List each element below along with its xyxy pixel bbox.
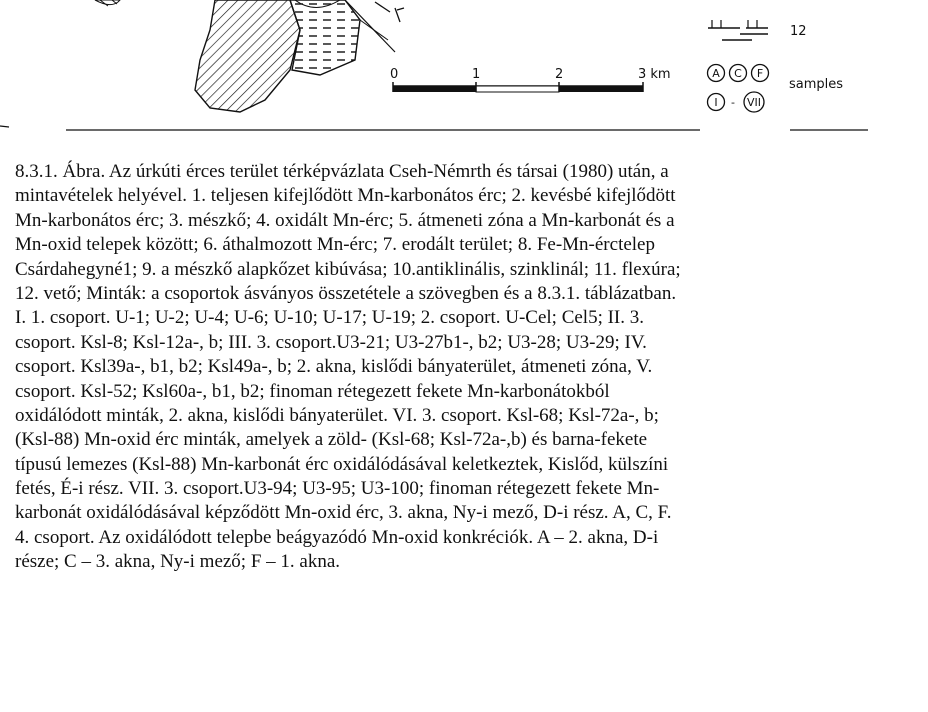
caption-line: csoport. Ksl-52; Ksl60a-, b1, b2; finoman rétegezett fekete Mn-karbonátokból	[15, 380, 610, 402]
caption-line: oxidálódott minták, 2. akna, kislődi bányaterület. VI. 3. csoport. Ksl-68; Ksl-72a-, b;	[15, 404, 659, 426]
map-bottom-border	[0, 126, 868, 130]
caption-line: 8.3.1. Ábra. Az úrkúti érces terület térképvázlata Cseh-Némrth és társai (1980) után, a	[15, 161, 669, 182]
figure-caption	[15, 160, 915, 575]
legend-samples-abc	[708, 65, 769, 82]
caption-line: Csárdahegyné1; 9. a mészkő alapkőzet kibúvása; 10.antiklinális, szinklinál; 11. flexúra;	[15, 258, 681, 280]
scale-tick-label: 2	[555, 67, 564, 82]
legend-item-number: 12	[790, 24, 807, 39]
caption-line: része; C – 3. akna, Ny-i mező; F – 1. akna.	[15, 551, 341, 573]
caption-line: I. 1. csoport. U-1; U-2; U-4; U-6; U-10; U-17; U-19; 2. csoport. U-Cel; Cel5; II. 3.	[15, 307, 645, 329]
caption-line: karbonát oxidálódásával képződött Mn-oxid érc, 3. akna, Ny-i mező, D-i rész. A, C, F.	[15, 502, 672, 524]
fault-symbol	[375, 2, 404, 22]
caption-line: típusú lemezes (Ksl-88) Mn-karbonát érc oxidálódásával keletkeztek, Kislőd, külszíni	[15, 453, 669, 475]
caption-line: csoport. Ksl39a-, b1, b2; Ksl49a-, b; 2. akna, kislődi bányaterület, átmeneti zóna, V.	[15, 356, 653, 378]
scale-tick-label: 3 km	[638, 67, 671, 82]
map-top-left-fragment	[95, 0, 120, 6]
legend-fault-symbol	[708, 20, 768, 40]
sample-marker-label: I	[714, 96, 718, 109]
caption-line: 4. csoport. Az oxidálódott telepbe beágyazódó Mn-oxid konkréciók. A – 2. akna, D-i	[15, 526, 659, 548]
caption-line: (Ksl-88) Mn-oxid érc minták, amelyek a zöld- (Ksl-68; Ksl-72a-,b) és barna-fekete	[15, 429, 648, 451]
sample-marker-label: A	[712, 67, 720, 80]
caption-line: csoport. Ksl-8; Ksl-12a-, b; III. 3. csoport.U3-21; U3-27b1-, b2; U3-28; U3-29; IV.	[15, 331, 647, 353]
sample-marker-label: C	[734, 67, 742, 80]
caption-line: mintavételek helyével. 1. teljesen kifejlődött Mn-karbonátos érc; 2. kevésbé kifejlődött	[15, 185, 676, 207]
legend-samples-roman	[708, 92, 765, 112]
scale-tick-label: 1	[472, 67, 481, 82]
scale-tick-label: 0	[390, 67, 399, 82]
caption-line: fetés, É-i rész. VII. 3. csoport.U3-94; U3-95; U3-100; finoman rétegezett fekete Mn-	[15, 478, 660, 500]
legend-samples-label: samples	[789, 77, 844, 92]
sample-marker-label: VII	[746, 96, 762, 109]
map-hatched-region	[195, 0, 395, 112]
scale-bar	[390, 67, 671, 92]
map-fragment	[0, 0, 928, 135]
caption-line: 12. vető; Minták: a csoportok ásványos összetétele a szövegben és a 8.3.1. táblázatban.	[15, 282, 677, 304]
sample-marker-label: F	[756, 67, 764, 80]
caption-line: Mn-karbonátos érc; 3. mészkő; 4. oxidált Mn-érc; 5. átmeneti zóna a Mn-karbonát és a	[15, 209, 675, 231]
sample-range-dash: -	[731, 96, 735, 109]
caption-line: Mn-oxid telepek között; 6. áthalmozott Mn-érc; 7. erodált terület; 8. Fe-Mn-érctelep	[15, 234, 655, 256]
